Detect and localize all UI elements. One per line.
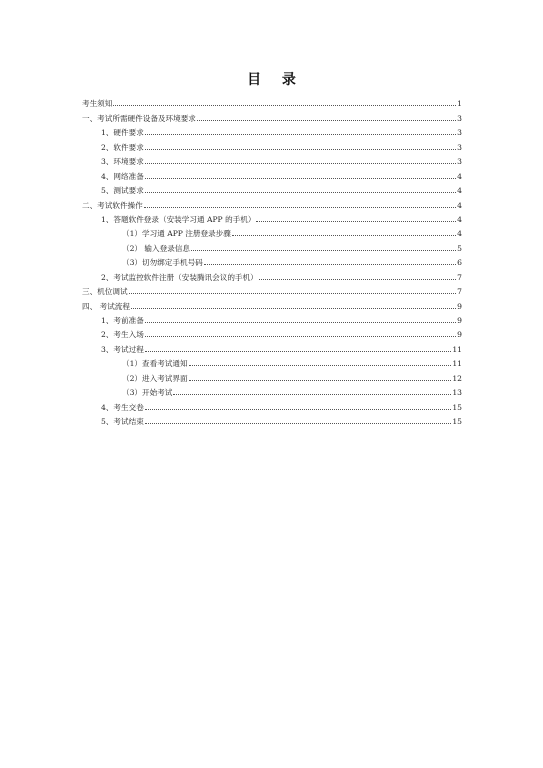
toc-entry-page-number: 12 <box>452 373 462 383</box>
toc-dot-leader <box>144 207 456 208</box>
toc-entry-text: 1、考前准备 <box>101 316 144 325</box>
toc-entry-page-number: 1 <box>457 99 462 109</box>
toc-entry-page-number: 6 <box>457 258 462 268</box>
toc-dot-leader <box>113 105 456 106</box>
toc-entry-page-number: 3 <box>457 157 462 167</box>
toc-title: 目 录 <box>247 72 304 88</box>
toc-entry-text: 1、答题软件登录（安装学习通 APP 的手机） <box>101 214 256 224</box>
toc-entry-page-number: 9 <box>457 330 462 340</box>
toc-entry-text: 1、硬件要求 <box>101 128 144 138</box>
toc-entry-page-number: 3 <box>457 128 462 138</box>
toc-entry-text: 一、考试所需硬件设备及环境要求 <box>82 113 196 123</box>
toc-dot-leader <box>256 221 456 222</box>
toc-entry-page-number: 4 <box>457 200 462 210</box>
toc-entry-page-number: 15 <box>452 417 462 427</box>
toc-dot-leader <box>204 264 456 265</box>
toc-dot-leader <box>191 250 456 251</box>
toc-entry[interactable] <box>82 311 462 325</box>
toc-entry[interactable] <box>82 339 462 353</box>
toc-entry-text: 三、机位调试 <box>82 287 128 297</box>
toc-entry-text: 4、网络准备 <box>101 171 144 181</box>
toc-entry[interactable] <box>82 253 462 267</box>
toc-entry-text: （3）开始考试 <box>122 388 173 398</box>
toc-entry[interactable] <box>82 137 462 151</box>
toc-dot-leader <box>145 351 452 352</box>
toc-entry[interactable] <box>82 282 462 296</box>
toc-entry[interactable] <box>82 368 462 382</box>
toc-entry[interactable] <box>82 296 462 310</box>
toc-entry-page-number: 7 <box>457 287 462 297</box>
toc-dot-leader <box>145 336 456 337</box>
toc-dot-leader <box>145 322 456 323</box>
toc-dot-leader <box>145 409 452 410</box>
toc-entry-text: （3）切勿绑定手机号码 <box>122 258 203 268</box>
toc-entry[interactable] <box>82 94 462 108</box>
toc-entry-text: （2）进入考试界面 <box>122 373 188 383</box>
toc-entry-text: 3、环境要求 <box>101 157 144 167</box>
toc-entry-page-number: 9 <box>457 316 462 325</box>
toc-dot-leader <box>189 380 452 381</box>
toc-dot-leader <box>145 134 456 135</box>
toc-entry-page-number: 3 <box>457 142 462 152</box>
toc-entry[interactable] <box>82 210 462 224</box>
toc-entry[interactable] <box>82 123 462 137</box>
toc-entry-page-number: 11 <box>452 359 462 369</box>
toc-entry-page-number: 7 <box>457 272 462 282</box>
toc-entry-text: 5、测试要求 <box>101 186 144 196</box>
toc-entry[interactable] <box>82 166 462 180</box>
toc-entry[interactable] <box>82 238 462 252</box>
toc-dot-leader <box>173 394 451 395</box>
toc-entry-page-number: 4 <box>457 214 462 224</box>
toc-entry-text: 2、考生入场 <box>101 330 144 340</box>
toc-entry-text: （1）查看考试通知 <box>122 359 188 369</box>
toc-entry-page-number: 15 <box>452 402 462 412</box>
toc-dot-leader <box>232 235 456 236</box>
toc-entry-text: 2、考试监控软件注册（安装腾讯会议的手机） <box>101 272 258 282</box>
toc-dot-leader <box>197 120 456 121</box>
toc-entry[interactable] <box>82 354 462 368</box>
toc-dot-leader <box>189 365 452 366</box>
toc-entry[interactable] <box>82 108 462 122</box>
toc-entry-text: 3、考试过程 <box>101 344 144 354</box>
toc-dot-leader <box>259 279 456 280</box>
toc-entry-text: 5、考试结束 <box>101 417 144 427</box>
toc-entry[interactable] <box>82 383 462 397</box>
toc-entry-text: （2） 输入登录信息 <box>122 243 190 253</box>
toc-entry-page-number: 3 <box>457 113 462 123</box>
toc-entry[interactable] <box>82 195 462 209</box>
toc-dot-leader <box>131 308 456 309</box>
toc-entry-text: 考生须知 <box>82 99 113 109</box>
toc-entry-text: 2、软件要求 <box>101 142 144 152</box>
toc-entry-page-number: 13 <box>452 388 462 398</box>
table-of-contents <box>82 94 462 426</box>
toc-entry[interactable] <box>82 325 462 339</box>
toc-entry-text: （1）学习通 APP 注册登录步骤 <box>122 229 231 239</box>
toc-entry[interactable] <box>82 181 462 195</box>
toc-entry[interactable] <box>82 152 462 166</box>
toc-entry[interactable] <box>82 224 462 238</box>
toc-entry-text: 二、考试软件操作 <box>82 200 143 210</box>
toc-entry[interactable] <box>82 397 462 411</box>
toc-entry-page-number: 11 <box>452 344 462 354</box>
toc-entry-page-number: 4 <box>457 171 462 181</box>
toc-entry[interactable] <box>82 267 462 281</box>
toc-entry-page-number: 4 <box>457 229 462 239</box>
toc-entry[interactable] <box>82 412 462 426</box>
toc-dot-leader <box>145 163 456 164</box>
toc-dot-leader <box>145 178 456 179</box>
toc-dot-leader <box>145 192 456 193</box>
toc-entry-text: 4、考生交卷 <box>101 402 144 412</box>
toc-dot-leader <box>145 149 456 150</box>
toc-entry-text: 四、 考试流程 <box>82 301 130 311</box>
toc-dot-leader <box>145 423 452 424</box>
toc-dot-leader <box>129 293 457 294</box>
toc-entry-page-number: 4 <box>457 186 462 196</box>
toc-entry-page-number: 5 <box>457 243 462 253</box>
toc-entry-page-number: 9 <box>457 301 462 311</box>
